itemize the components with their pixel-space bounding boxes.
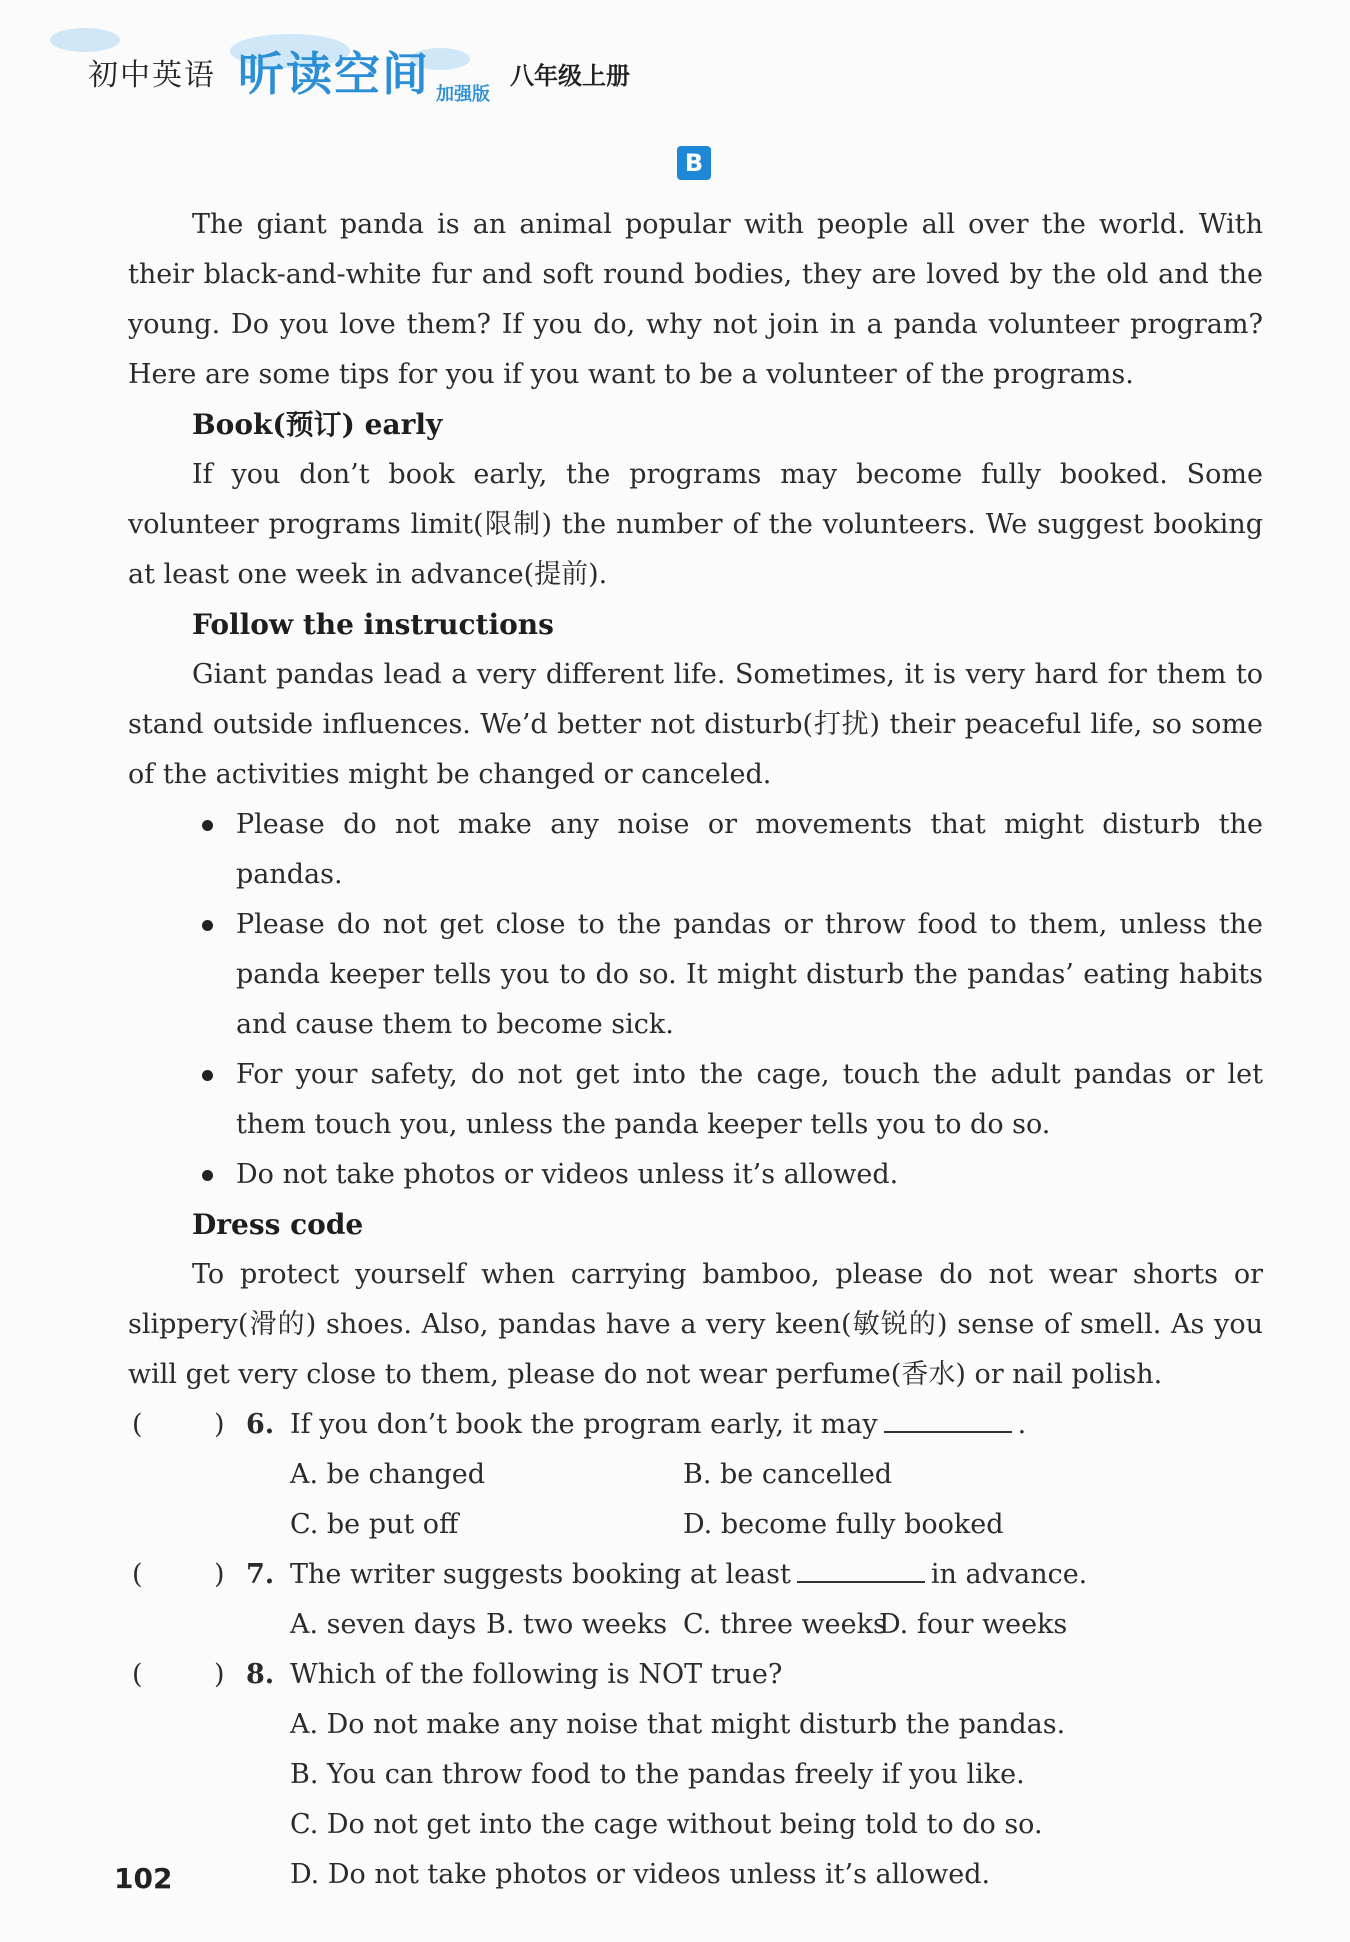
list-item-text: Please do not get close to the pandas or throw food to them, unless the panda keeper tells you to do so. It might disturb the pandas’ eating habits and cause them to become sick. [236, 909, 1263, 1040]
option-d[interactable]: D. Do not take photos or videos unless it’s allowed. [290, 1859, 991, 1890]
bullet-icon [202, 820, 213, 831]
stem-text: The writer suggests booking at least [290, 1559, 791, 1590]
option-c[interactable]: C. Do not get into the cage without being told to do so. [290, 1809, 1043, 1840]
options-row [128, 1450, 1263, 1500]
section-paragraph: Giant pandas lead a very different life. Sometimes, it is very hard for them to stand outside influences. We’d better not disturb(打扰) their peaceful life, so some of the activities might be changed or canceled. [128, 659, 1263, 790]
question-stem [290, 1550, 1087, 1600]
option-b[interactable]: B. two weeks [486, 1609, 668, 1640]
section-paragraph: To protect yourself when carrying bamboo, please do not wear shorts or slippery(滑的) shoes. Also, pandas have a very keen(敏锐的) sense of smell. As you will get very close to them, please do not wear perfume(香水) or nail polish. [128, 1259, 1263, 1390]
answer-blank[interactable] [884, 1401, 1012, 1433]
options-row [128, 1800, 1263, 1850]
option-d[interactable]: D. four weeks [879, 1609, 1068, 1640]
option-d[interactable]: D. become fully booked [683, 1509, 1004, 1540]
list-item-text: For your safety, do not get into the cage, touch the adult pandas or let them touch you, unless the panda keeper tells you to do so. [236, 1059, 1263, 1140]
intro-paragraph: The giant panda is an animal popular with people all over the world. With their black-and-white fur and soft round bodies, they are loved by the old and the young. Do you love them? If you do, why not join in a panda volunteer program? Here are some tips for you if you want to be a volunteer of the programs. [128, 209, 1263, 390]
list-item [128, 1150, 1263, 1200]
options-row [128, 1700, 1263, 1750]
bullet-icon [202, 1070, 213, 1081]
book-title: 听读空间 [238, 47, 430, 101]
list-item [128, 800, 1263, 900]
option-b[interactable]: B. You can throw food to the pandas freely if you like. [290, 1759, 1025, 1790]
option-a[interactable]: A. seven days [290, 1609, 477, 1640]
question-number: 7. [246, 1559, 275, 1590]
section-heading: Book(预订) early [192, 408, 443, 441]
list-item-text: Do not take photos or videos unless it’s allowed. [236, 1159, 899, 1190]
question-number: 8. [246, 1659, 275, 1690]
answer-paren-open: ( [132, 1659, 143, 1690]
option-a[interactable]: A. be changed [290, 1459, 486, 1490]
answer-paren-close: ) [214, 1659, 225, 1690]
list-item-text: Please do not make any noise or movements that might disturb the pandas. [236, 809, 1263, 890]
page-number: 102 [114, 1862, 173, 1895]
answer-paren-open: ( [132, 1409, 143, 1440]
answer-blank[interactable] [797, 1551, 925, 1583]
instruction-list [128, 800, 1263, 1200]
book-header [80, 28, 780, 108]
options-row [128, 1600, 1263, 1650]
edition-label: 加强版 [436, 84, 490, 105]
question-stem [290, 1400, 1026, 1450]
list-item [128, 900, 1263, 1050]
list-item [128, 1050, 1263, 1150]
question-6 [128, 1400, 1263, 1450]
options-row [128, 1850, 1263, 1900]
question-stem: Which of the following is NOT true? [290, 1659, 783, 1690]
section-heading: Follow the instructions [192, 608, 554, 641]
bullet-icon [202, 920, 213, 931]
stem-text-end: in advance. [930, 1559, 1088, 1590]
options-row [128, 1750, 1263, 1800]
answer-paren-close: ) [214, 1559, 225, 1590]
stem-text: If you don’t book the program early, it may [290, 1409, 878, 1440]
option-b[interactable]: B. be cancelled [683, 1459, 893, 1490]
section-heading: Dress code [192, 1208, 364, 1241]
answer-paren-close: ) [214, 1409, 225, 1440]
bullet-icon [202, 1170, 213, 1181]
stem-text-end: . [1017, 1409, 1027, 1440]
question-number: 6. [246, 1409, 275, 1440]
option-a[interactable]: A. Do not make any noise that might disturb the pandas. [290, 1709, 1066, 1740]
option-c[interactable]: C. three weeks [683, 1609, 887, 1640]
series-title: 初中英语 [88, 58, 216, 93]
options-row [128, 1500, 1263, 1550]
passage [128, 200, 1263, 1900]
option-c[interactable]: C. be put off [290, 1509, 459, 1540]
question-7 [128, 1550, 1263, 1600]
cloud-decoration [50, 28, 120, 52]
grade-label: 八年级上册 [510, 62, 630, 90]
section-paragraph: If you don’t book early, the programs may become fully booked. Some volunteer programs limit(限制) the number of the volunteers. We suggest booking at least one week in advance(提前). [128, 459, 1263, 590]
section-badge: B [677, 146, 711, 180]
question-8 [128, 1650, 1263, 1700]
answer-paren-open: ( [132, 1559, 143, 1590]
